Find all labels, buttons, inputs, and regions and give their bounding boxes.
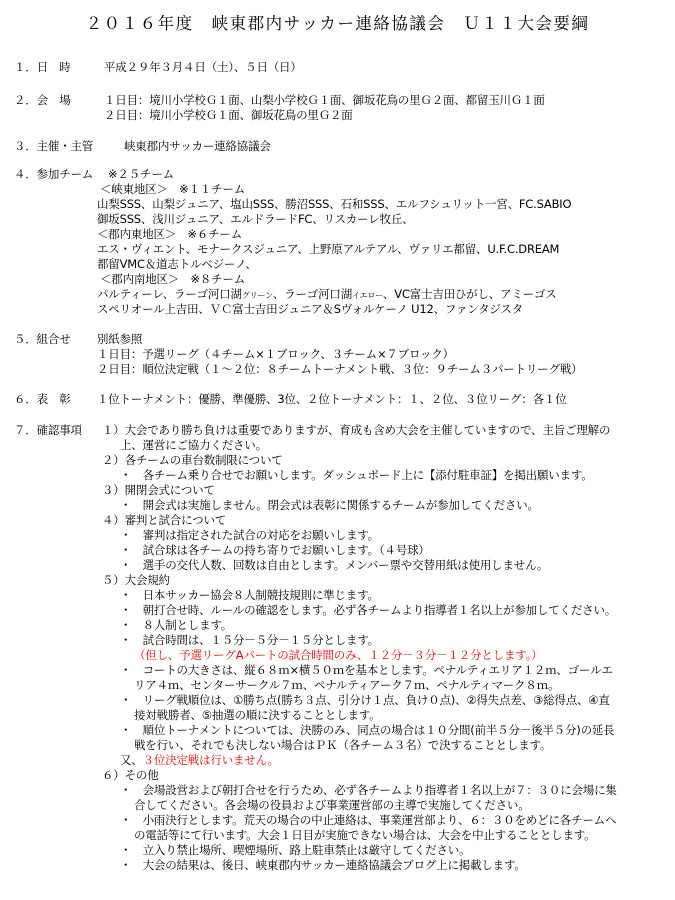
section-2-label: ２．会 場	[14, 93, 71, 107]
item-6-bullet-c: ・ 立入り禁止場所、喫煙場所、路上駐車禁止は厳守してください。	[120, 843, 471, 857]
section-2-line-2: ２日目：境川小学校Ｇ１面、御坂花鳥の里Ｇ２面	[104, 108, 353, 122]
page-title: ２０１６年度 峡東郡内サッカー連絡協議会 Ｕ１１大会要綱	[85, 14, 590, 33]
item-3-heading: ３）開閉会式について	[102, 483, 215, 497]
section-1-value: 平成２９年３月４日（土）、５日（日）	[104, 60, 302, 74]
item-6-heading: ６）その他	[102, 768, 159, 782]
section-5-label: ５．組合せ	[14, 332, 71, 346]
section-2-line-1: １日目：境川小学校Ｇ１面、山梨小学校Ｇ１面、御坂花鳥の里Ｇ２面、都留玉川Ｇ１面	[104, 93, 545, 107]
region-1-teams-b: 御坂SSS、浅川ジュニア、エルドラードFC、リスカーレ牧丘、	[97, 212, 414, 226]
region-3-teams-a	[97, 287, 557, 303]
section-4-count: ※２５チーム	[108, 167, 174, 181]
section-7-label: ７．確認事項	[14, 423, 82, 437]
section-6-value: １位トーナメント：優勝、準優勝、3位、２位トーナメント：１、２位、３位リーグ：各１位	[97, 392, 567, 406]
third-place-note: ３位決定戦は行いません。	[142, 753, 279, 767]
region-2-teams-a: エス・ヴィエント、モナークスジュニア、上野原アルテアル、ヴァリエ都留、U.F.C.DREAM	[97, 242, 560, 256]
section-5-line-1: １日目：予選リーグ（４チーム×１ブロック、３チーム×７ブロック）	[97, 347, 454, 361]
item-5-heading: ５）大会規約	[102, 573, 170, 587]
item-5-bullet-b: ・ 朝打合せ時、ルールの確認をします。必ず各チームより指導者１名以上が参加してください。	[120, 603, 617, 617]
region-3-team-text: 、ラーゴ河口湖	[272, 287, 352, 301]
section-5-line-2: ２日目：順位決定戦（１～２位：８チームトーナメント戦、３位：９チーム３パートリーグ戦）	[97, 362, 583, 376]
region-3-header: ＜郡内南地区＞ ※８チーム	[100, 272, 246, 286]
item-6-bullet-b-2: の電話等にて行います。大会１日目が実施できない場合は、大会を中止することとします。	[134, 828, 596, 842]
region-3-teams-b: スペリオール上吉田、ＶＣ富士吉田ジュニア＆Sヴォルケーノ U12、ファンタジスタ	[97, 302, 523, 316]
item-4-bullet-c: ・ 選手の交代人数、回数は自由とします。メンバー票や交替用紙は使用しません。	[120, 558, 549, 572]
item-6-bullet-b-1: ・ 小雨決行とします。荒天の場合の中止連絡は、事業運営部より、６：３０をめどに各チームへ	[120, 813, 617, 827]
item-5-bullet-f-1: ・ リーグ戦順位は、①勝ち点(勝ち３点、引分け１点、負け０点)、②得失点差、③総得点、④直	[120, 693, 610, 707]
item-5-bullet-h	[120, 753, 279, 768]
yellow-suffix: イエロー	[352, 291, 383, 300]
item-5-bullet-h-prefix: 又、	[120, 753, 143, 767]
region-3-team-text: パルティーレ、ラーゴ河口湖	[97, 287, 242, 301]
item-4-bullet-b: ・ 試合球は各チームの持ち寄りでお願いします。（４号球）	[120, 543, 430, 557]
item-6-bullet-d: ・ 大会の結果は、後日、峡東郡内サッカー連絡協議会ブログ上に掲載します。	[120, 858, 526, 872]
item-5-bullet-e-2: リア４ｍ、センターサークル７ｍ、ペナルティアーク７ｍ、ペナルティマーク８ｍ。	[134, 678, 560, 692]
region-2-teams-b: 都留VMC＆道志トルベジーノ、	[97, 257, 257, 271]
section-3-label: ３．主催・主管	[14, 139, 94, 153]
item-5-bullet-d: ・ 試合時間は、１５分－５分－１５分とします。	[120, 633, 379, 647]
item-5-bullet-e-1: ・ コートの大きさは、縦６８ｍ×横５０ｍを基本とします。ペナルティエリア１２ｍ、ゴールエ	[120, 663, 613, 677]
item-2-bullet: ・ 各チーム乗り合せでお願いします。ダッシュボード上に【添付駐車証】を掲出願います。	[120, 468, 593, 482]
item-4-heading: ４）審判と試合について	[102, 513, 227, 527]
item-2-heading: ２）各チームの車台数制限について	[102, 453, 283, 467]
item-6-bullet-a-1: ・ 会場設営および朝打合せを行うため、必ず各チームより指導者１名以上が７：３０に会場に集	[120, 783, 617, 797]
section-3-value: 峡東郡内サッカー連絡協議会	[124, 139, 271, 153]
item-5-bullet-c: ・ ８人制とします。	[120, 618, 233, 632]
section-4-label: ４．参加チーム	[14, 167, 94, 181]
section-5-value: 別紙参照	[97, 332, 143, 346]
item-5-bullet-f-2: 接対戦勝者、⑤抽選の順に決することとします。	[134, 708, 381, 722]
item-5-bullet-g-2: 戦を行い、それでも決しない場合はＰＫ（各チーム３名）で決することとします。	[134, 738, 552, 752]
item-4-bullet-a: ・ 審判は指定された試合の対応をお願いします。	[120, 528, 379, 542]
region-2-header: ＜郡内東地区＞ ※６チーム	[97, 227, 243, 241]
match-time-exception-note: （但し、予選リーグAパートの試合時間のみ、１２分－３分－１２分とします。）	[134, 648, 543, 662]
region-1-header: ＜峡東地区＞ ※１１チーム	[100, 182, 246, 196]
item-1-line-1: １）大会であり勝ち負けは重要でありますが、育成も含め大会を主催していますので、主旨ご理解の	[102, 423, 611, 437]
green-suffix: グリーン	[241, 291, 273, 300]
section-1-label: １．日 時	[14, 60, 71, 74]
section-6-label: ６．表 彰	[14, 392, 71, 406]
item-6-bullet-a-2: 合してください。各会場の役員および事業運営部の主導で実施してください。	[134, 798, 530, 812]
item-3-bullet: ・ 開会式は実施しません。閉会式は表彰に関係するチームが参加してください。	[120, 498, 539, 512]
item-5-bullet-a: ・ 日本サッカー協会８人制競技規則に準じます。	[120, 588, 379, 602]
item-1-line-2: 上、運営にご協力ください。	[120, 438, 267, 452]
item-5-bullet-g-1: ・ 順位トーナメントについては、決勝のみ、同点の場合は１０分間(前半５分－後半５分)の延長	[120, 723, 615, 737]
region-3-team-text: 、VC富士吉田ひがし、アミーゴス	[382, 287, 557, 301]
region-1-teams-a: 山梨SSS、山梨ジュニア、塩山SSS、勝沼SSS、石和SSS、エルフシュリット一宮、FC.SABIO	[97, 197, 572, 211]
